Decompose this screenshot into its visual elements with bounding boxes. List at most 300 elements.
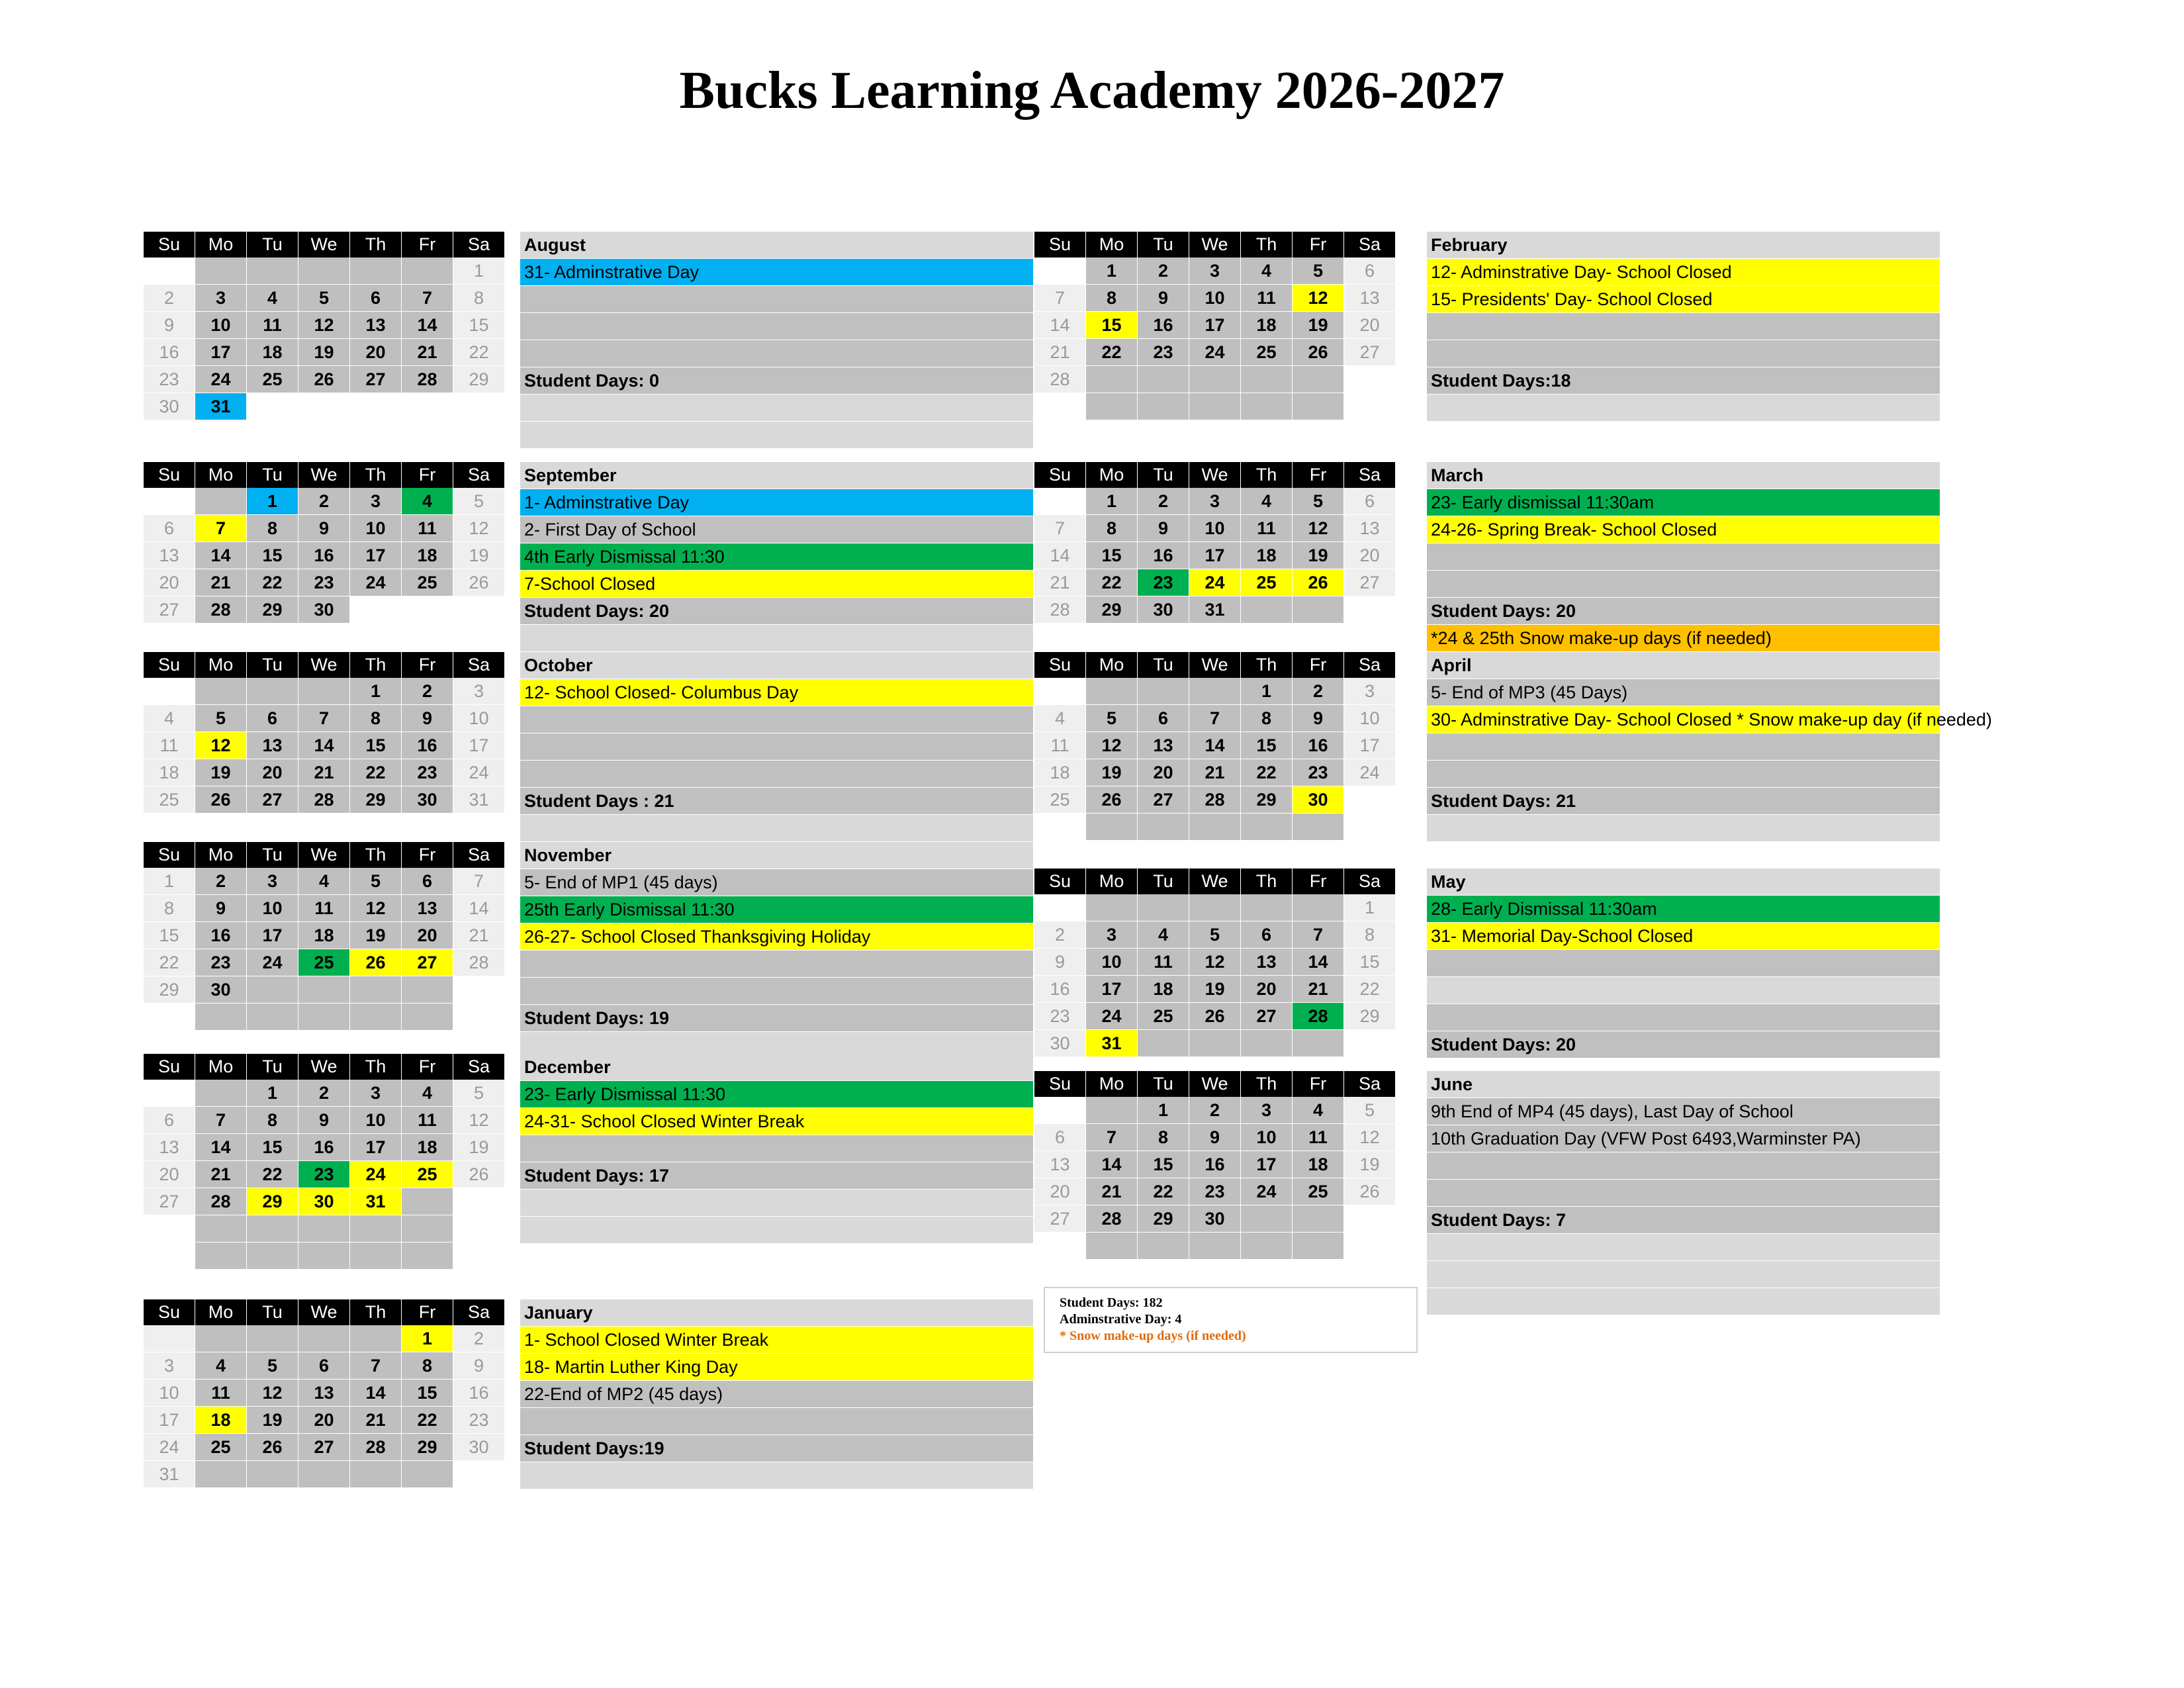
day-cell: 24 <box>350 1161 401 1188</box>
week-row <box>144 1461 505 1488</box>
day-cell: 16 <box>1034 976 1085 1002</box>
day-cell: 7 <box>1293 921 1343 948</box>
day-cell: 15 <box>453 312 504 338</box>
week-row <box>1034 976 1396 1003</box>
day-cell: 17 <box>1189 312 1240 338</box>
week-row <box>144 542 505 569</box>
empty-cell <box>453 1215 504 1242</box>
day-cell: 22 <box>1241 759 1292 786</box>
weekday-header-row <box>144 462 505 488</box>
day-cell: 4 <box>298 868 349 894</box>
day-cell: 15 <box>1344 949 1395 975</box>
empty-cell <box>144 1325 195 1352</box>
filler-row <box>1427 1234 1940 1260</box>
day-cell: 31 <box>1189 596 1240 623</box>
event-note <box>1427 313 1940 340</box>
empty-cell <box>1086 814 1137 840</box>
weekday-header: We <box>1189 232 1240 258</box>
summary-student-days: Student Days: 182 <box>1060 1295 1163 1310</box>
day-cell: 30 <box>453 1434 504 1460</box>
day-cell: 5 <box>247 1352 298 1379</box>
student-days-count: Student Days: 19 <box>520 1005 1033 1031</box>
day-cell: 17 <box>1189 542 1240 569</box>
day-cell: 10 <box>453 705 504 731</box>
day-cell: 18 <box>402 542 453 569</box>
day-cell: 8 <box>402 1352 453 1379</box>
day-cell: 2 <box>1138 258 1189 284</box>
day-cell: 8 <box>1086 515 1137 541</box>
day-cell: 24 <box>1189 569 1240 596</box>
day-cell: 17 <box>350 542 401 569</box>
day-cell: 16 <box>402 732 453 759</box>
filler-row <box>520 815 1033 841</box>
empty-cell <box>1034 488 1085 514</box>
event-note: 23- Early dismissal 11:30am <box>1427 489 1940 516</box>
day-cell: 26 <box>195 786 246 813</box>
day-cell: 16 <box>1138 312 1189 338</box>
weekday-header: Mo <box>1086 1071 1137 1097</box>
empty-cell <box>144 1215 195 1242</box>
day-cell: 5 <box>453 488 504 514</box>
day-cell: 6 <box>1344 488 1395 514</box>
weekday-header: Su <box>144 462 195 488</box>
day-cell: 14 <box>195 542 246 569</box>
day-cell: 16 <box>1138 542 1189 569</box>
empty-cell <box>1293 1030 1343 1056</box>
day-cell: 2 <box>1138 488 1189 514</box>
weekday-header: Mo <box>195 232 246 258</box>
day-cell: 1 <box>144 868 195 894</box>
empty-cell <box>247 1325 298 1352</box>
weekday-header: Fr <box>1293 1071 1343 1097</box>
empty-cell <box>1241 393 1292 420</box>
week-row <box>144 678 505 705</box>
day-cell: 3 <box>1189 488 1240 514</box>
day-cell: 11 <box>1241 515 1292 541</box>
day-cell: 10 <box>1241 1124 1292 1150</box>
week-row <box>1034 569 1396 596</box>
day-cell: 12 <box>453 1107 504 1133</box>
week-row <box>1034 949 1396 976</box>
day-cell: 6 <box>298 1352 349 1379</box>
empty-cell <box>247 1004 298 1030</box>
day-cell: 13 <box>350 312 401 338</box>
day-cell: 11 <box>1138 949 1189 975</box>
weekday-header: Tu <box>247 1054 298 1080</box>
day-cell: 23 <box>1034 1003 1085 1029</box>
empty-cell <box>247 678 298 704</box>
day-cell: 9 <box>195 895 246 921</box>
weekday-header: Mo <box>1086 462 1137 488</box>
notes-november <box>520 842 1033 1059</box>
month-name: February <box>1427 232 1940 258</box>
day-cell: 7 <box>195 1107 246 1133</box>
weekday-header: Fr <box>1293 868 1343 894</box>
weekday-header: Tu <box>1138 868 1189 894</box>
day-cell: 22 <box>453 339 504 365</box>
empty-cell <box>1241 596 1292 623</box>
day-cell: 17 <box>1086 976 1137 1002</box>
day-cell: 18 <box>1241 542 1292 569</box>
day-cell: 3 <box>350 1080 401 1106</box>
event-note: 5- End of MP3 (45 Days) <box>1427 679 1940 706</box>
event-note <box>520 733 1033 760</box>
event-note <box>1427 543 1940 570</box>
weekday-header: Sa <box>1344 462 1395 488</box>
day-cell: 6 <box>1344 258 1395 284</box>
weekday-header: Sa <box>453 1054 504 1080</box>
day-cell: 31 <box>350 1188 401 1215</box>
calendar-november <box>144 842 505 1031</box>
day-cell: 10 <box>195 312 246 338</box>
event-note: 26-27- School Closed Thanksgiving Holiday <box>520 923 1033 950</box>
empty-cell <box>247 1215 298 1242</box>
weekday-header-row <box>144 1299 505 1325</box>
week-row <box>1034 339 1396 366</box>
day-cell: 22 <box>1086 339 1137 365</box>
day-cell: 21 <box>1293 976 1343 1002</box>
empty-cell <box>1138 814 1189 840</box>
week-row <box>144 949 505 976</box>
empty-cell <box>1034 258 1085 284</box>
day-cell: 13 <box>1344 515 1395 541</box>
weekday-header: Sa <box>453 462 504 488</box>
day-cell: 30 <box>1138 596 1189 623</box>
weekday-header: Tu <box>247 842 298 868</box>
week-row <box>1034 1233 1396 1260</box>
day-cell: 27 <box>1241 1003 1292 1029</box>
event-note: 31- Memorial Day-School Closed <box>1427 923 1940 949</box>
weekday-header: Su <box>1034 868 1085 894</box>
day-cell: 9 <box>1293 705 1343 731</box>
weekday-header: We <box>298 652 349 678</box>
day-cell: 20 <box>144 1161 195 1188</box>
day-cell: 6 <box>144 1107 195 1133</box>
day-cell: 27 <box>247 786 298 813</box>
day-cell: 26 <box>1189 1003 1240 1029</box>
day-cell: 20 <box>1034 1178 1085 1205</box>
day-cell: 19 <box>350 922 401 949</box>
empty-cell <box>195 258 246 284</box>
day-cell: 2 <box>453 1325 504 1352</box>
day-cell: 5 <box>298 285 349 311</box>
week-row <box>1034 814 1396 841</box>
weekday-header: We <box>298 232 349 258</box>
day-cell: 16 <box>195 922 246 949</box>
day-cell: 2 <box>195 868 246 894</box>
day-cell: 11 <box>247 312 298 338</box>
weekday-header: Fr <box>1293 462 1343 488</box>
empty-cell <box>350 976 401 1003</box>
day-cell: 7 <box>1034 515 1085 541</box>
empty-cell <box>1344 1233 1395 1259</box>
day-cell: 17 <box>247 922 298 949</box>
empty-cell <box>350 596 401 623</box>
week-row <box>1034 488 1396 515</box>
day-cell: 25 <box>1241 569 1292 596</box>
empty-cell <box>1344 366 1395 393</box>
day-cell: 21 <box>1034 339 1085 365</box>
day-cell: 7 <box>1086 1124 1137 1150</box>
day-cell: 7 <box>453 868 504 894</box>
student-days-count: Student Days: 20 <box>1427 598 1940 624</box>
day-cell: 12 <box>298 312 349 338</box>
calendar-march <box>1034 462 1396 624</box>
day-cell: 10 <box>1189 285 1240 311</box>
day-cell: 2 <box>298 488 349 514</box>
weekday-header: Th <box>1241 232 1292 258</box>
empty-cell <box>144 488 195 514</box>
event-note: 12- School Closed- Columbus Day <box>520 679 1033 706</box>
empty-cell <box>1034 894 1085 921</box>
empty-cell <box>1189 366 1240 393</box>
week-row <box>144 732 505 759</box>
empty-cell <box>247 393 298 420</box>
empty-cell <box>402 596 453 623</box>
day-cell: 27 <box>144 1188 195 1215</box>
day-cell: 9 <box>1034 949 1085 975</box>
week-row <box>1034 285 1396 312</box>
day-cell: 3 <box>1189 258 1240 284</box>
event-note <box>520 1408 1033 1434</box>
day-cell: 7 <box>195 515 246 541</box>
day-cell: 19 <box>247 1407 298 1433</box>
student-days-count: Student Days: 0 <box>520 367 1033 394</box>
day-cell: 10 <box>247 895 298 921</box>
day-cell: 22 <box>1086 569 1137 596</box>
empty-cell <box>1189 1233 1240 1259</box>
week-row <box>144 1107 505 1134</box>
weekday-header: Sa <box>1344 232 1395 258</box>
day-cell: 18 <box>195 1407 246 1433</box>
day-cell: 7 <box>1189 705 1240 731</box>
day-cell: 13 <box>1344 285 1395 311</box>
day-cell: 21 <box>1086 1178 1137 1205</box>
day-cell: 12 <box>1189 949 1240 975</box>
week-row <box>1034 705 1396 732</box>
day-cell: 20 <box>247 759 298 786</box>
week-row <box>1034 894 1396 921</box>
empty-cell <box>195 1004 246 1030</box>
day-cell: 17 <box>1241 1151 1292 1178</box>
event-note: 7-School Closed <box>520 571 1033 597</box>
event-note <box>520 978 1033 1004</box>
day-cell: 29 <box>247 1188 298 1215</box>
weekday-header: Tu <box>1138 232 1189 258</box>
event-note <box>520 706 1033 733</box>
day-cell: 27 <box>350 366 401 393</box>
day-cell: 16 <box>144 339 195 365</box>
empty-cell <box>195 678 246 704</box>
day-cell: 22 <box>1344 976 1395 1002</box>
week-row <box>144 1243 505 1270</box>
day-cell: 10 <box>1344 705 1395 731</box>
event-note <box>520 761 1033 787</box>
weekday-header: Sa <box>1344 868 1395 894</box>
week-row <box>144 515 505 542</box>
day-cell: 19 <box>195 759 246 786</box>
day-cell: 29 <box>247 596 298 623</box>
empty-cell <box>1138 1233 1189 1259</box>
week-row <box>1034 1097 1396 1124</box>
day-cell: 8 <box>1086 285 1137 311</box>
day-cell: 24 <box>453 759 504 786</box>
week-row <box>1034 921 1396 949</box>
day-cell: 13 <box>1138 732 1189 759</box>
empty-cell <box>1344 1205 1395 1232</box>
day-cell: 8 <box>144 895 195 921</box>
week-row <box>144 1434 505 1461</box>
day-cell: 25 <box>402 1161 453 1188</box>
day-cell: 28 <box>1189 786 1240 813</box>
day-cell: 12 <box>350 895 401 921</box>
empty-cell <box>402 1188 453 1215</box>
day-cell: 22 <box>350 759 401 786</box>
day-cell: 19 <box>453 1134 504 1160</box>
day-cell: 10 <box>350 1107 401 1133</box>
day-cell: 12 <box>453 515 504 541</box>
day-cell: 21 <box>195 1161 246 1188</box>
day-cell: 22 <box>247 1161 298 1188</box>
day-cell: 30 <box>298 1188 349 1215</box>
day-cell: 7 <box>402 285 453 311</box>
day-cell: 9 <box>402 705 453 731</box>
filler-row <box>1427 1261 1940 1288</box>
day-cell: 21 <box>195 569 246 596</box>
weekday-header: Sa <box>453 232 504 258</box>
day-cell: 26 <box>1344 1178 1395 1205</box>
month-name: April <box>1427 652 1940 679</box>
day-cell: 30 <box>402 786 453 813</box>
empty-cell <box>247 1461 298 1487</box>
empty-cell <box>1034 393 1085 420</box>
week-row <box>144 1407 505 1434</box>
weekday-header: Fr <box>402 1299 453 1325</box>
weekday-header: Su <box>144 842 195 868</box>
empty-cell <box>1086 1097 1137 1123</box>
day-cell: 29 <box>402 1434 453 1460</box>
event-note <box>520 951 1033 977</box>
day-cell: 28 <box>402 366 453 393</box>
day-cell: 15 <box>1086 312 1137 338</box>
empty-cell <box>195 1243 246 1269</box>
weekday-header: Th <box>350 1299 401 1325</box>
empty-cell <box>453 1004 504 1030</box>
day-cell: 9 <box>1138 285 1189 311</box>
event-note: 18- Martin Luther King Day <box>520 1354 1033 1380</box>
day-cell: 11 <box>1034 732 1085 759</box>
day-cell: 11 <box>402 1107 453 1133</box>
empty-cell <box>1138 393 1189 420</box>
weekday-header: Mo <box>195 1054 246 1080</box>
month-name: November <box>520 842 1033 868</box>
week-row <box>144 868 505 895</box>
day-cell: 9 <box>144 312 195 338</box>
empty-cell <box>1241 1233 1292 1259</box>
weekday-header: Fr <box>402 232 453 258</box>
day-cell: 2 <box>1034 921 1085 948</box>
day-cell: 1 <box>1344 894 1395 921</box>
day-cell: 19 <box>1086 759 1137 786</box>
day-cell: 1 <box>1241 678 1292 704</box>
day-cell: 16 <box>1189 1151 1240 1178</box>
day-cell: 3 <box>1241 1097 1292 1123</box>
empty-cell <box>144 1080 195 1106</box>
weekday-header: Mo <box>1086 868 1137 894</box>
weekday-header: Su <box>144 232 195 258</box>
weekday-header: Su <box>1034 1071 1085 1097</box>
week-row <box>144 258 505 285</box>
week-row <box>144 1188 505 1215</box>
day-cell: 6 <box>402 868 453 894</box>
empty-cell <box>350 258 401 284</box>
day-cell: 31 <box>1086 1030 1137 1056</box>
weekday-header: Th <box>1241 652 1292 678</box>
weekday-header: Tu <box>1138 1071 1189 1097</box>
weekday-header: Tu <box>1138 462 1189 488</box>
empty-cell <box>298 1325 349 1352</box>
empty-cell <box>195 1325 246 1352</box>
day-cell: 5 <box>1293 488 1343 514</box>
weekday-header: Su <box>1034 652 1085 678</box>
day-cell: 8 <box>1344 921 1395 948</box>
day-cell: 12 <box>195 732 246 759</box>
week-row <box>144 786 505 814</box>
event-note: 4th Early Dismissal 11:30 <box>520 543 1033 570</box>
day-cell: 28 <box>350 1434 401 1460</box>
empty-cell <box>298 678 349 704</box>
day-cell: 16 <box>298 542 349 569</box>
empty-cell <box>402 1243 453 1269</box>
day-cell: 3 <box>1344 678 1395 704</box>
day-cell: 19 <box>1189 976 1240 1002</box>
day-cell: 14 <box>1293 949 1343 975</box>
weekday-header: Sa <box>453 842 504 868</box>
empty-cell <box>1241 1030 1292 1056</box>
calendar-september <box>144 462 505 624</box>
empty-cell <box>1086 1233 1137 1259</box>
month-name: October <box>520 652 1033 679</box>
summary-snow-note: * Snow make-up days (if needed) <box>1060 1329 1246 1343</box>
day-cell: 1 <box>247 1080 298 1106</box>
empty-cell <box>1138 678 1189 704</box>
day-cell: 1 <box>350 678 401 704</box>
day-cell: 13 <box>1034 1151 1085 1178</box>
day-cell: 1 <box>402 1325 453 1352</box>
weekday-header: Sa <box>1344 652 1395 678</box>
week-row <box>1034 1124 1396 1151</box>
event-note: 1- Adminstrative Day <box>520 489 1033 516</box>
day-cell: 5 <box>195 705 246 731</box>
day-cell: 12 <box>1344 1124 1395 1150</box>
day-cell: 15 <box>402 1380 453 1406</box>
day-cell: 8 <box>453 285 504 311</box>
week-row <box>1034 393 1396 420</box>
weekday-header: We <box>1189 868 1240 894</box>
empty-cell <box>350 1243 401 1269</box>
filler-row <box>1427 395 1940 421</box>
day-cell: 28 <box>453 949 504 976</box>
day-cell: 15 <box>1241 732 1292 759</box>
empty-cell <box>1189 393 1240 420</box>
month-name: December <box>520 1054 1033 1080</box>
weekday-header-row <box>1034 462 1396 488</box>
weekday-header: We <box>298 1299 349 1325</box>
event-note <box>520 1135 1033 1162</box>
weekday-header: Th <box>350 462 401 488</box>
student-days-count: Student Days:19 <box>520 1435 1033 1462</box>
weekday-header: Mo <box>195 652 246 678</box>
